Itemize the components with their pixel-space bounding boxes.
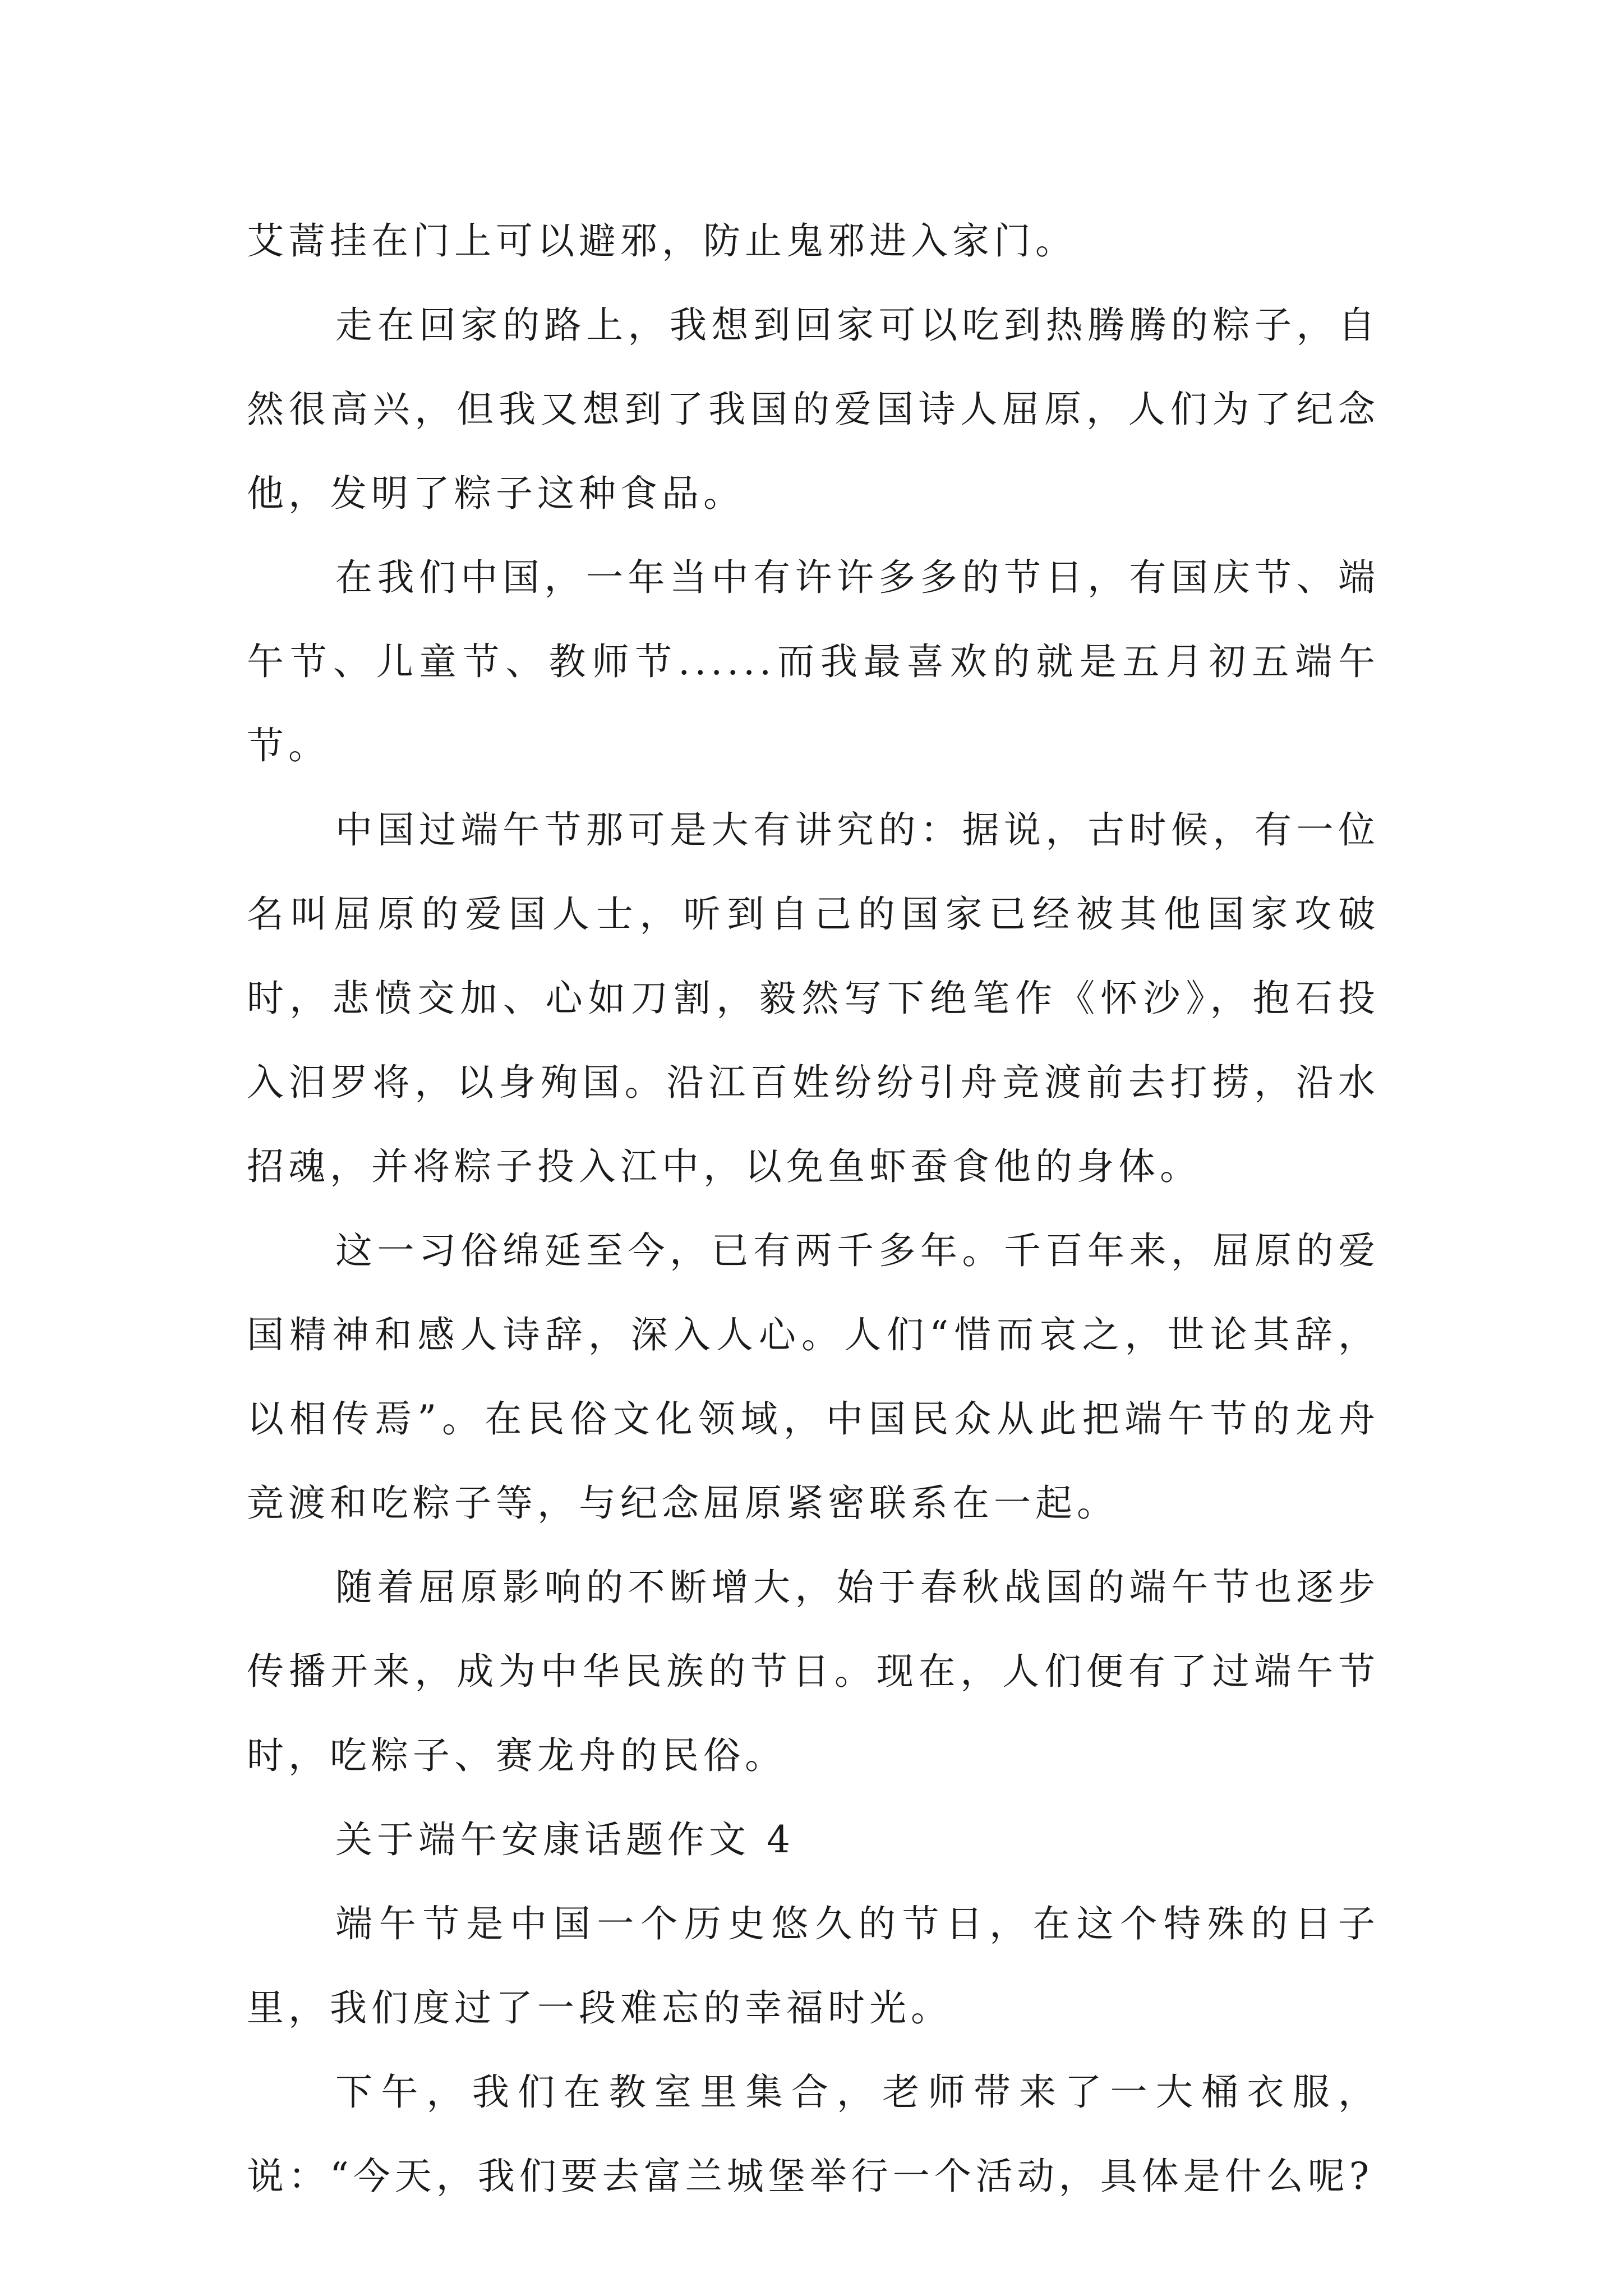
paragraph: 端午节是中国一个历史悠久的节日，在这个特殊的日子里，我们度过了一段难忘的幸福时光。	[247, 1902, 1380, 2030]
section-heading: 关于端午安康话题作文 4	[335, 1818, 795, 1861]
paragraph: 这一习俗绵延至今，已有两千多年。千百年来，屈原的爱国精神和感人诗辞，深入人心。人们“惜而哀之，世论其辞，以相传焉”。在民俗文化领域，中国民众从此把端午节的龙舟竞渡和吃粽子等，与纪念屈原紧密联系在一起。	[247, 1229, 1380, 1525]
paragraph: 走在回家的路上，我想到回家可以吃到热腾腾的粽子，自然很高兴，但我又想到了我国的爱国诗人屈原，人们为了纪念他，发明了粽子这种食品。	[247, 303, 1380, 515]
paragraph: 中国过端午节那可是大有讲究的：据说，古时候，有一位名叫屈原的爱国人士，听到自己的国家已经被其他国家攻破时，悲愤交加、心如刀割，毅然写下绝笔作《怀沙》，抱石投入汨罗将，以身殉国。沿江百姓纷纷引舟竞渡前去打捞，沿水招魂，并将粽子投入江中，以免鱼虾蚕食他的身体。	[247, 808, 1380, 1188]
paragraph: 随着屈原影响的不断增大，始于春秋战国的端午节也逐步传播开来，成为中华民族的节日。现在，人们便有了过端午节时，吃粽子、赛龙舟的民俗。	[247, 1566, 1380, 1777]
paragraph: 在我们中国，一年当中有许许多多的节日，有国庆节、端午节、儿童节、教师节......而我最喜欢的就是五月初五端午节。	[247, 556, 1380, 767]
document-body	[247, 199, 1380, 2219]
paragraph: 下午，我们在教室里集合，老师带来了一大桶衣服，说：“今天，我们要去富兰城堡举行一个活动，具体是什么呢?	[247, 2070, 1380, 2198]
paragraph: 艾蒿挂在门上可以避邪，防止鬼邪进入家门。	[247, 219, 1077, 263]
